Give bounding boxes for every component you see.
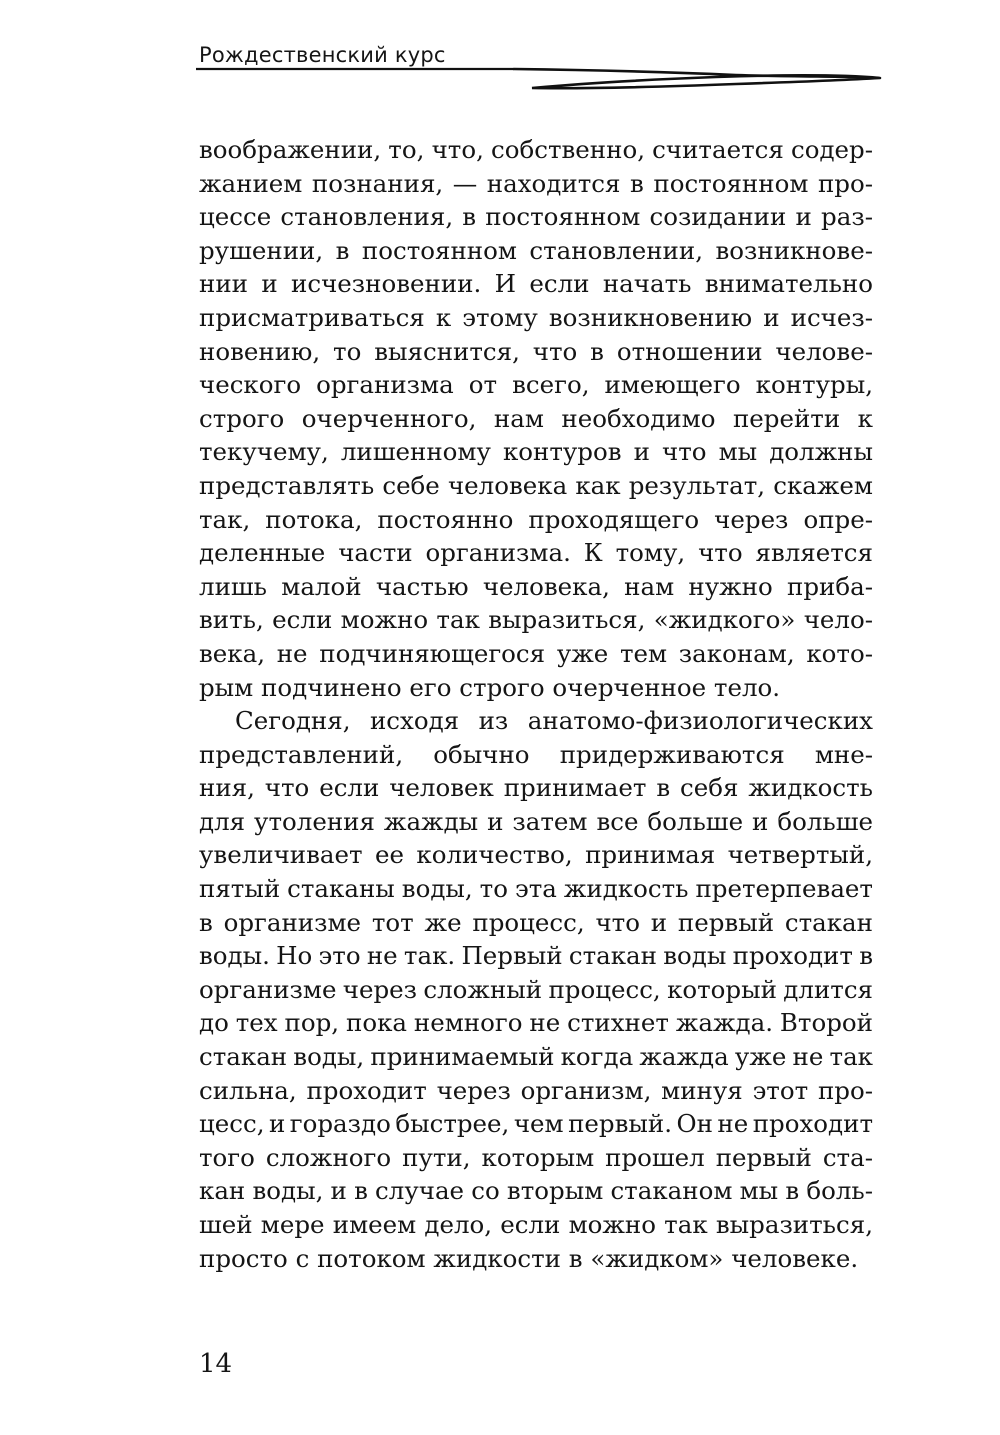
text-line: строго очерченного, нам необходимо перейти к [199, 403, 873, 433]
body-text [199, 133, 873, 1275]
text-line: так, потока, постоянно проходящего через опре- [199, 504, 873, 534]
text-line: для утоления жажды и затем все больше и больше [199, 806, 873, 836]
text-line: Сегодня, исходя из анатомо-физиологических [235, 706, 873, 736]
page-number: 14 [199, 1349, 233, 1379]
text-line: рушении, в постоянном становлении, возникнове- [199, 235, 873, 265]
text-line: пятый стаканы воды, то эта жидкость претерпевает [199, 874, 873, 904]
text-line: в организме тот же процесс, что и первый стакан [199, 907, 873, 937]
text-line: до тех пор, пока немного не стихнет жажда. Второй [199, 1008, 873, 1038]
text-line: деленные части организма. К тому, что является [199, 538, 873, 568]
text-line: рым подчинено его строго очерченное тело. [199, 672, 781, 702]
text-line: кан воды, и в случае со вторым стаканом мы в боль- [199, 1176, 873, 1206]
text-line: шей мере имеем дело, если можно так выразиться, [199, 1210, 873, 1239]
text-line: воды. Но это не так. Первый стакан воды проходит в [199, 941, 873, 971]
text-line: ческого организма от всего, имеющего контуры, [199, 370, 873, 400]
running-head: Рождественский курс [199, 43, 446, 67]
text-line: присматриваться к этому возникновению и исчез- [199, 302, 873, 332]
text-line: представлений, обычно придерживаются мне- [199, 739, 873, 769]
text-line: того сложного пути, которым прошел первый ста- [199, 1142, 873, 1172]
text-line: представлять себе человека как результат, скажем [199, 470, 873, 500]
text-line: текучему, лишенному контуров и что мы должны [199, 437, 873, 467]
text-line: вить, если можно так выразиться, «жидкого» чело- [199, 605, 873, 635]
text-line: лишь малой частью человека, нам нужно приба- [199, 571, 873, 601]
header-rule-swash [514, 69, 880, 88]
text-line: новению, то выяснится, что в отношении челове- [199, 336, 873, 366]
text-line: увеличивает ее количество, принимая четвертый, [199, 840, 873, 870]
paragraph-1 [199, 133, 873, 704]
text-line: цесс, и гораздо быстрее, чем первый. Он не проходит [199, 1109, 873, 1139]
text-line: сильна, проходит через организм, минуя этот про- [199, 1075, 873, 1105]
text-line: ния, что если человек принимает в себя жидкость [199, 773, 873, 803]
text-line: воображении, то, что, собственно, считается содер- [199, 135, 873, 164]
text-line: жанием познания, — находится в постоянном про- [199, 168, 873, 198]
text-line: стакан воды, принимаемый когда жажда уже не так [199, 1042, 873, 1072]
header-ornament-rule [196, 64, 882, 96]
text-line: нии и исчезновении. И если начать внимательно [199, 269, 873, 299]
text-line: цессе становления, в постоянном созидании и раз- [199, 202, 873, 232]
text-line: просто с потоком жидкости в «жидком» человеке. [199, 1243, 859, 1273]
text-line: организме через сложный процесс, который длится [199, 974, 873, 1004]
paragraph-2 [199, 704, 873, 1275]
text-line: века, не подчиняющегося уже тем законам, кото- [199, 638, 873, 668]
